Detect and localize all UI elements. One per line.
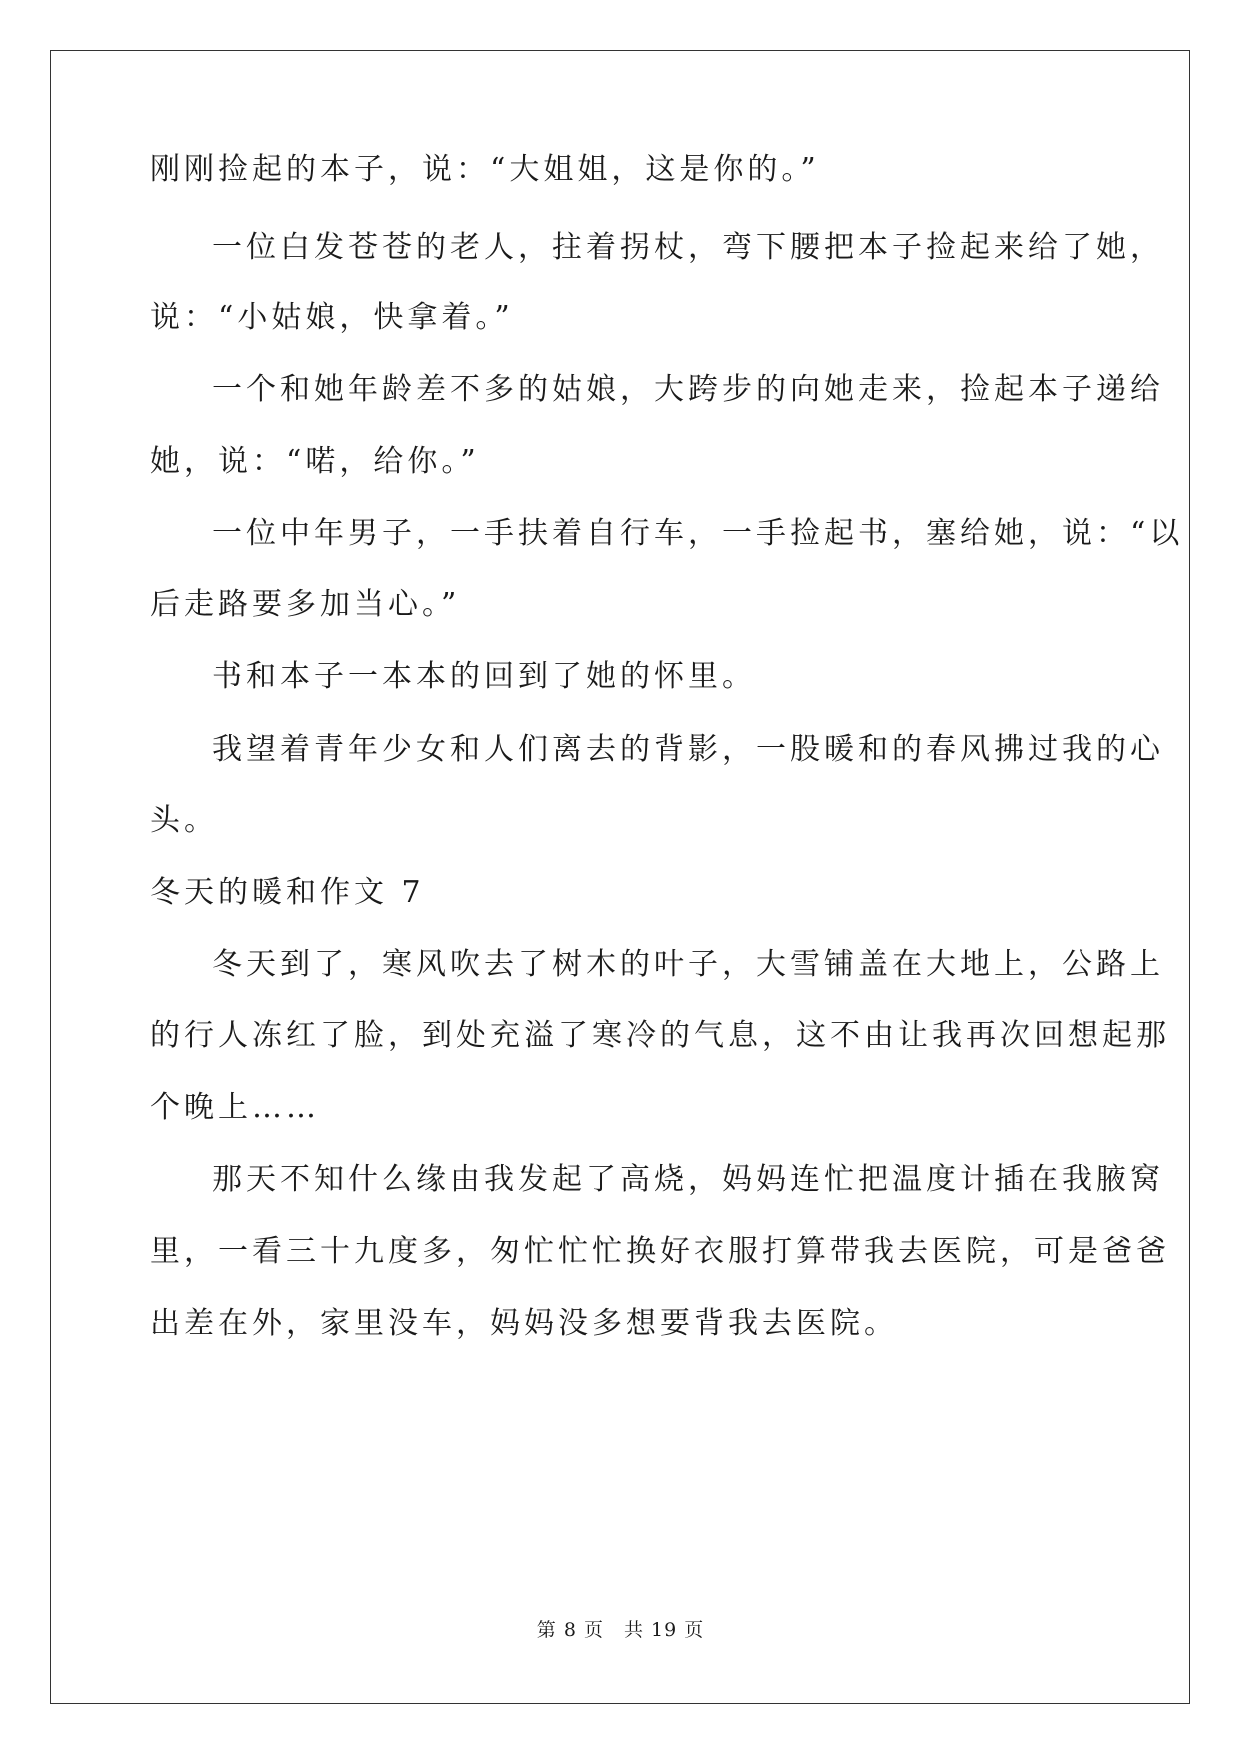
text-line: 说：“小姑娘，快拿着。”	[150, 300, 514, 335]
page-number-footer: 第 8 页 共 19 页	[536, 1619, 705, 1641]
paragraph-start-line: 书和本子一本本的回到了她的怀里。	[212, 659, 756, 694]
text-line: 的行人冻红了脸，到处充溢了寒冷的气息，这不由让我再次回想起那	[150, 1018, 1170, 1053]
text-line: 后走路要多加当心。”	[150, 587, 461, 622]
text-line: 头。	[150, 803, 218, 838]
text-line: 刚刚捡起的本子，说：“大姐姐，这是你的。”	[150, 152, 820, 187]
section-heading: 冬天的暖和作文 7	[150, 875, 425, 910]
text-line: 她，说：“喏，给你。”	[150, 444, 480, 479]
paragraph-start-line: 我望着青年少女和人们离去的背影，一股暖和的春风拂过我的心	[212, 732, 1164, 767]
text-line: 出差在外，家里没车，妈妈没多想要背我去医院。	[150, 1306, 898, 1341]
text-line: 个晚上……	[150, 1090, 320, 1125]
paragraph-start-line: 那天不知什么缘由我发起了高烧，妈妈连忙把温度计插在我腋窝	[212, 1162, 1164, 1197]
paragraph-start-line: 一位中年男子，一手扶着自行车，一手捡起书，塞给她，说：“以	[212, 516, 1184, 551]
paragraph-start-line: 一位白发苍苍的老人，拄着拐杖，弯下腰把本子捡起来给了她，	[212, 230, 1164, 265]
paragraph-start-line: 一个和她年龄差不多的姑娘，大跨步的向她走来，捡起本子递给	[212, 372, 1164, 407]
paragraph-start-line: 冬天到了，寒风吹去了树木的叶子，大雪铺盖在大地上，公路上	[212, 947, 1164, 982]
text-line: 里，一看三十九度多，匆忙忙忙换好衣服打算带我去医院，可是爸爸	[150, 1234, 1170, 1269]
